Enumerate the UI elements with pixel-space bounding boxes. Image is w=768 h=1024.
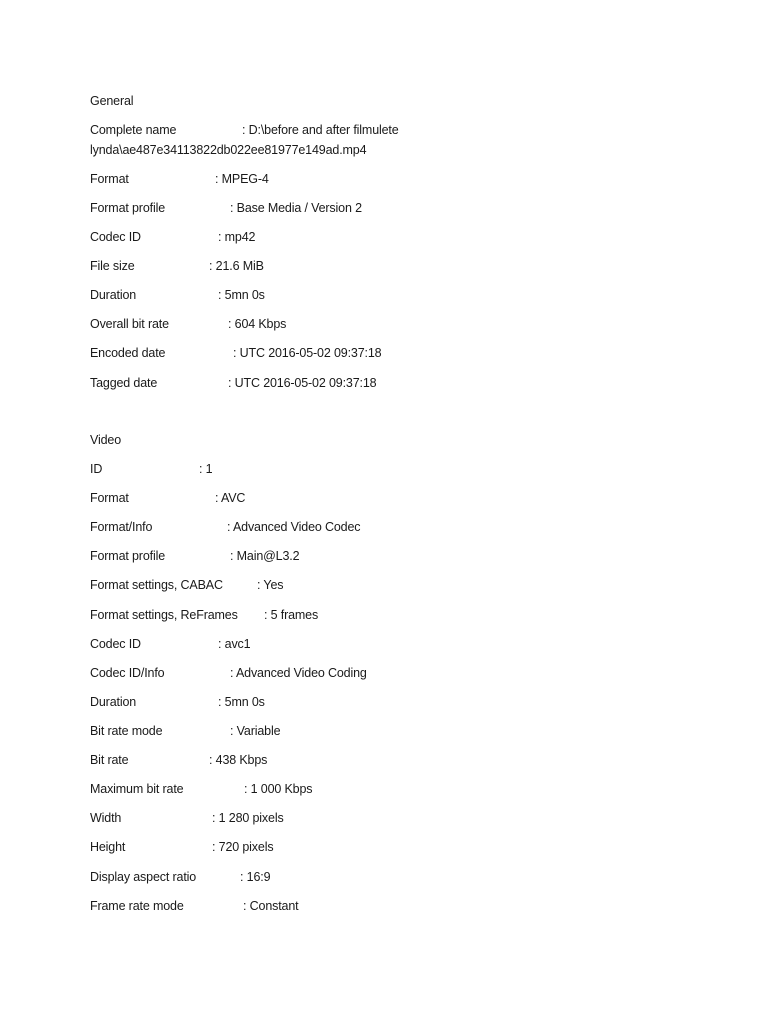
complete-name-value: : D:\before and after filmulete [242,123,399,137]
video-row-label: Display aspect ratio [90,870,197,884]
general-row-label: Overall bit rate [90,317,169,331]
video-row-value: : Constant [243,899,299,913]
video-row-label: Format [90,491,129,505]
general-row-value: : 604 Kbps [228,317,287,331]
general-row-label: Format profile [90,201,166,215]
general-row-value: : UTC 2016-05-02 09:37:18 [233,346,382,360]
complete-name-label: Complete name [90,123,177,137]
video-row-label: Format settings, ReFrames [90,608,238,622]
general-row-value: : 21.6 MiB [209,259,264,273]
section-heading-video: Video [90,433,121,447]
video-row-label: Format settings, CABAC [90,578,223,592]
general-row-label: File size [90,259,135,273]
section-heading-general: General [90,94,134,108]
video-row-label: Codec ID [90,637,141,651]
general-row-value: : 5mn 0s [218,288,265,302]
video-row-value: : 16:9 [240,870,271,884]
video-row-label: Format/Info [90,520,153,534]
video-row-value: : AVC [215,491,246,505]
video-row-value: : Advanced Video Codec [227,520,361,534]
video-row-value: : avc1 [218,637,251,651]
video-row-label: Bit rate [90,753,129,767]
video-row-label: Duration [90,695,137,709]
video-row-label: Maximum bit rate [90,782,184,796]
complete-name-continuation: lynda\ae487e34113822db022ee81977e149ad.mp4 [90,143,367,157]
general-row-label: Duration [90,288,137,302]
general-row-value: : Base Media / Version 2 [230,201,362,215]
general-row-label: Tagged date [90,376,158,390]
video-row-value: : 1 000 Kbps [244,782,313,796]
video-row-value: : Main@L3.2 [230,549,300,563]
video-row-value: : 5mn 0s [218,695,265,709]
general-row-label: Encoded date [90,346,166,360]
video-row-value: : Variable [230,724,281,738]
video-row-value: : 1 [199,462,213,476]
video-row-value: : 720 pixels [212,840,274,854]
general-row-label: Codec ID [90,230,141,244]
general-row-value: : UTC 2016-05-02 09:37:18 [228,376,377,390]
video-row-value: : Advanced Video Coding [230,666,367,680]
video-row-value: : Yes [257,578,284,592]
video-row-label: Codec ID/Info [90,666,165,680]
video-row-label: Frame rate mode [90,899,184,913]
video-row-label: ID [90,462,103,476]
video-row-value: : 5 frames [264,608,319,622]
general-row-label: Format [90,172,129,186]
video-row-label: Height [90,840,126,854]
video-row-label: Bit rate mode [90,724,163,738]
video-row-value: : 1 280 pixels [212,811,284,825]
general-row-value: : MPEG-4 [215,172,269,186]
video-row-label: Format profile [90,549,166,563]
video-row-label: Width [90,811,122,825]
general-row-value: : mp42 [218,230,256,244]
video-row-value: : 438 Kbps [209,753,268,767]
